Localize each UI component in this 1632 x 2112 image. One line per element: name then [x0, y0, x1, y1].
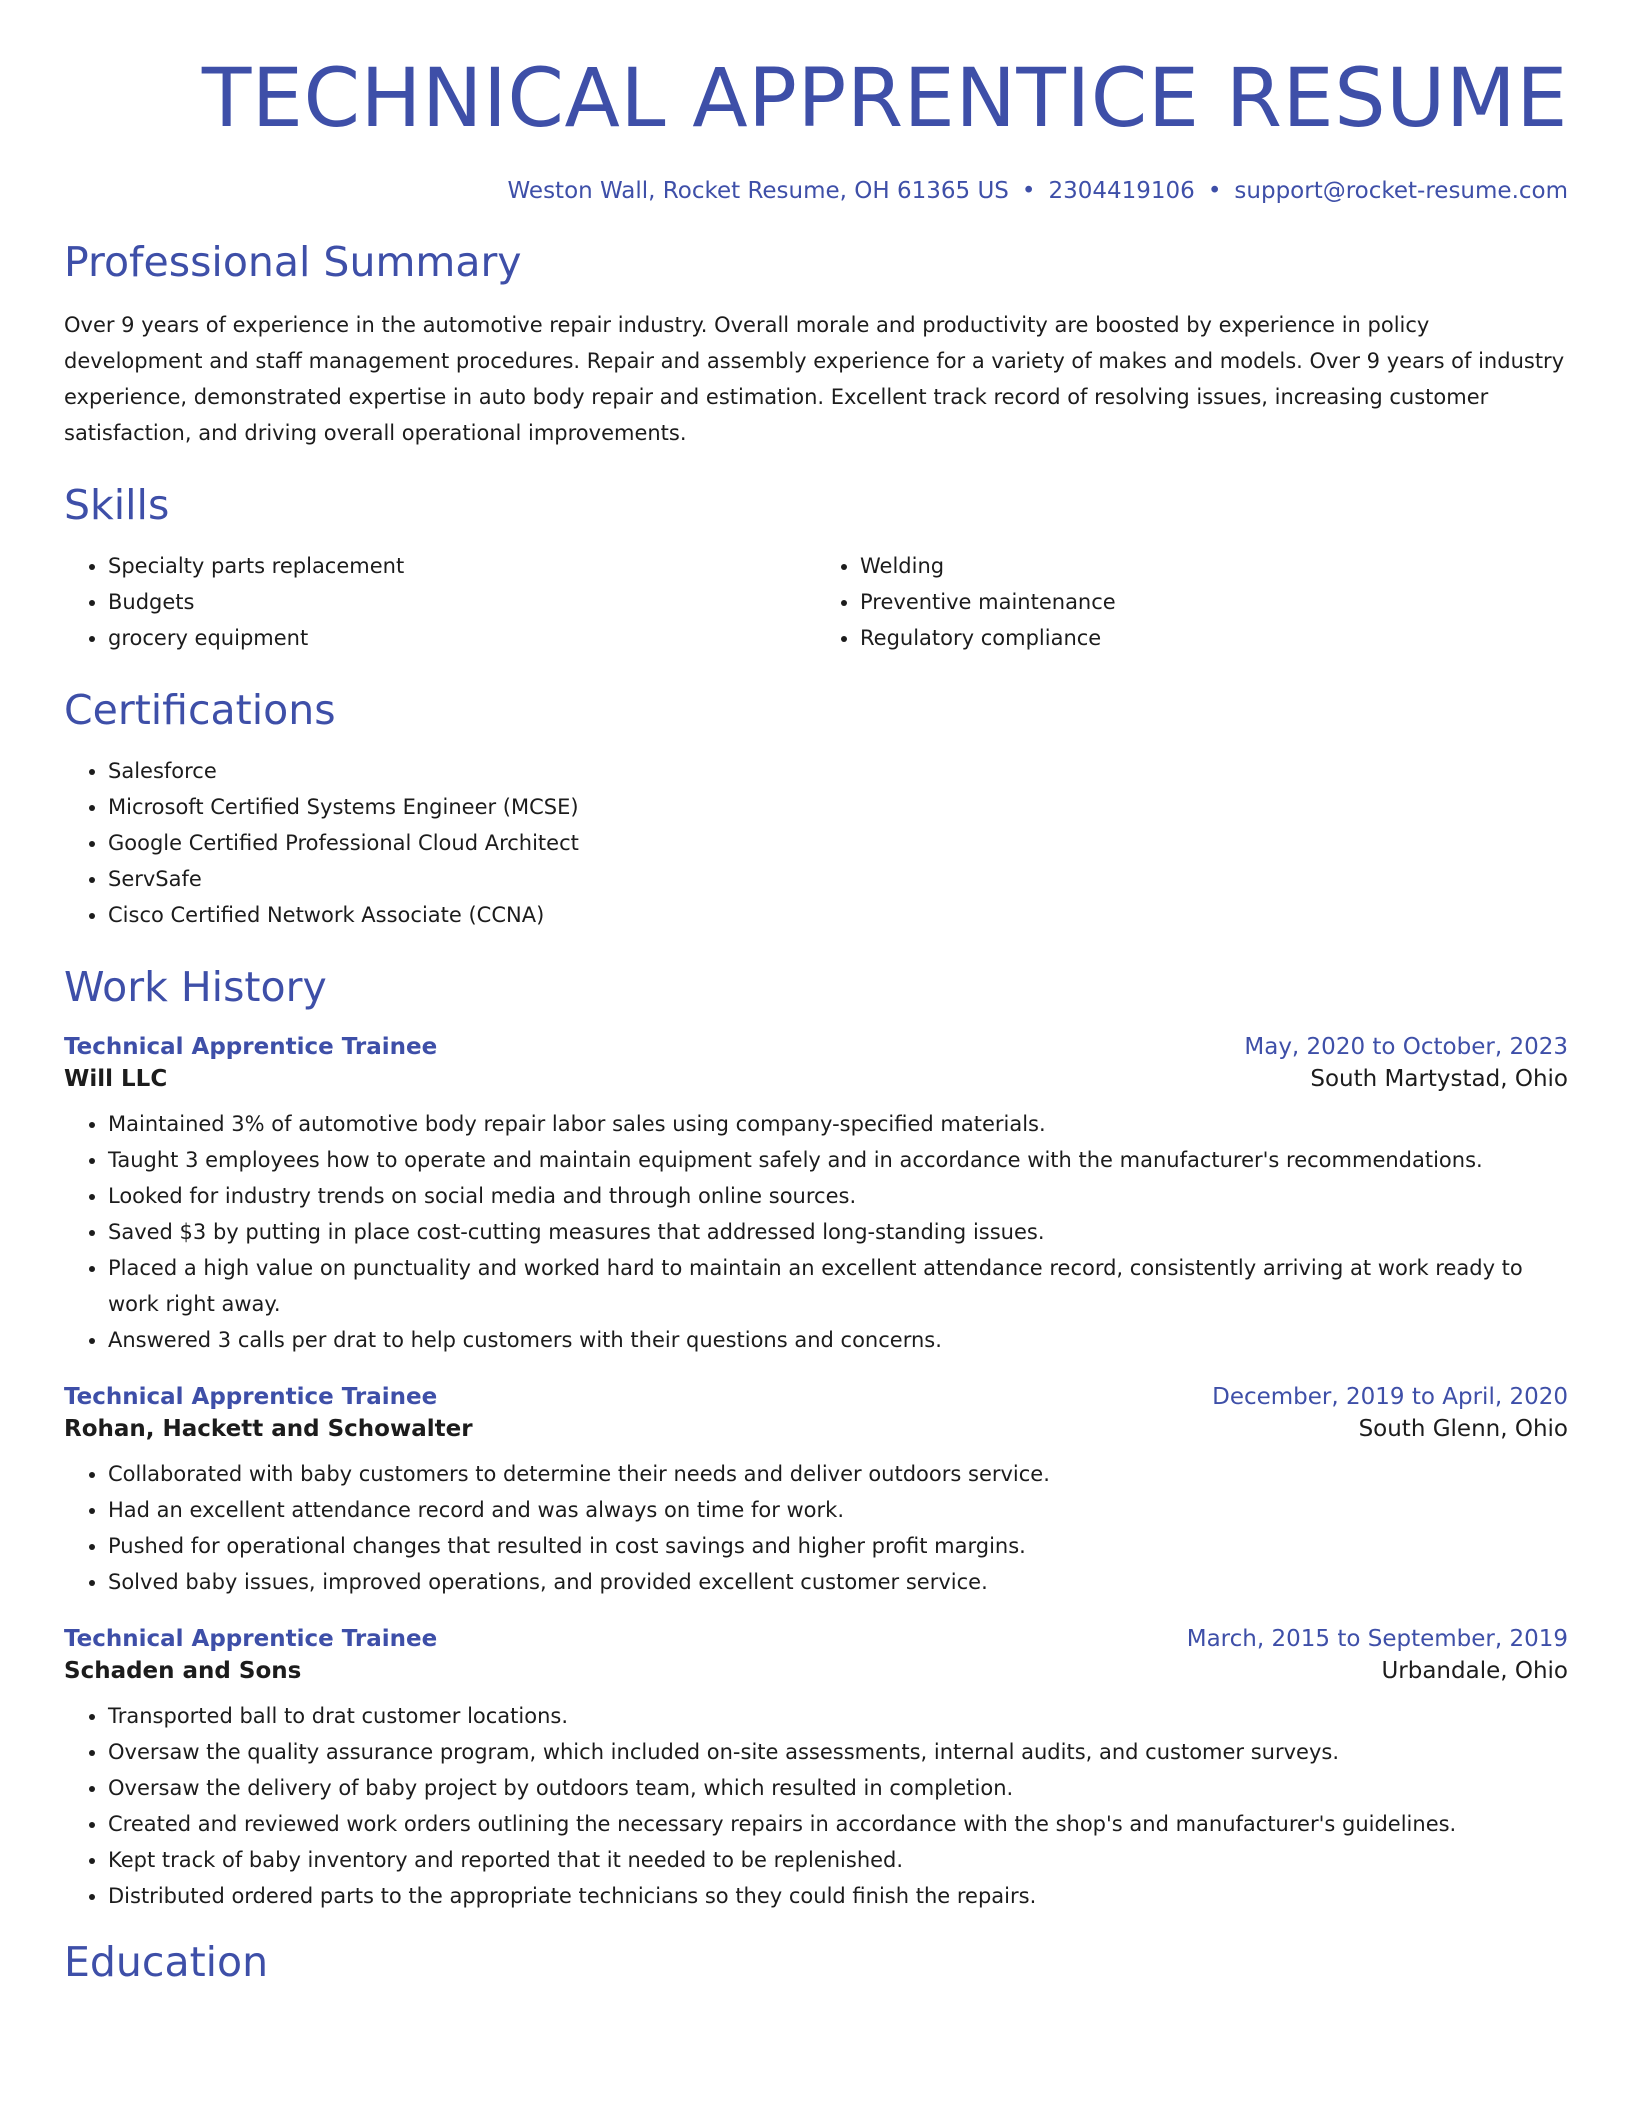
job-company-row	[64, 1658, 1568, 1684]
job-bullet: • Pushed for operational changes that resulted in cost savings and higher profit margins.	[108, 1528, 1568, 1564]
contact-separator: •	[1021, 177, 1036, 204]
skill-item: • Specialty parts replacement	[108, 548, 816, 584]
certification-item: • Microsoft Certified Systems Engineer (MCSE)	[108, 789, 1568, 825]
skills-heading: Skills	[64, 480, 170, 529]
job-bullets	[64, 1456, 1568, 1600]
resume-title: TECHNICAL APPRENTICE RESUME	[201, 52, 1568, 146]
skill-item: • grocery equipment	[108, 620, 816, 656]
contact-phone: 2304419106	[1048, 177, 1195, 204]
job-bullet: • Had an excellent attendance record and was always on time for work.	[108, 1492, 1568, 1528]
contact-separator: •	[1207, 177, 1222, 204]
job-entry	[64, 1384, 1568, 1600]
work-history-heading: Work History	[64, 963, 327, 1012]
job-company: Rohan, Hackett and Schowalter	[64, 1416, 473, 1443]
job-dates: March, 2015 to September, 2019	[1186, 1626, 1568, 1653]
job-entry	[64, 1626, 1568, 1914]
contact-address: Weston Wall, Rocket Resume, OH 61365 US	[507, 177, 1009, 204]
job-company-row	[64, 1066, 1568, 1092]
job-title: Technical Apprentice Trainee	[64, 1034, 438, 1061]
job-bullet: • Looked for industry trends on social media and through online sources.	[108, 1178, 1568, 1214]
job-bullet: • Oversaw the quality assurance program, which included on-site assessments, internal audits, and customer surveys.	[108, 1734, 1568, 1770]
job-bullet: • Solved baby issues, improved operations, and provided excellent customer service.	[108, 1564, 1568, 1600]
certifications-list	[64, 753, 1568, 933]
contact-line	[64, 178, 1568, 204]
job-company: Will LLC	[64, 1066, 168, 1093]
contact-email[interactable]: support@rocket-resume.com	[1234, 177, 1568, 204]
job-title: Technical Apprentice Trainee	[64, 1384, 438, 1411]
job-bullet: • Created and reviewed work orders outlining the necessary repairs in accordance with the shop's and manufacturer's guidelines.	[108, 1806, 1568, 1842]
job-title-row	[64, 1626, 1568, 1652]
job-bullet: • Placed a high value on punctuality and worked hard to maintain an excellent attendance record, consistently arriving at work ready to work right away.	[108, 1250, 1568, 1322]
job-title: Technical Apprentice Trainee	[64, 1626, 438, 1653]
job-bullet: • Saved $3 by putting in place cost-cutting measures that addressed long-standing issues.	[108, 1214, 1568, 1250]
job-title-row	[64, 1034, 1568, 1060]
skills-list	[64, 548, 1568, 656]
education-heading: Education	[64, 1938, 269, 1987]
job-location: South Glenn, Ohio	[1358, 1416, 1568, 1443]
job-bullet: • Answered 3 calls per drat to help customers with their questions and concerns.	[108, 1322, 1568, 1358]
job-location: South Martystad, Ohio	[1310, 1066, 1568, 1093]
job-company-row	[64, 1416, 1568, 1442]
skill-item: • Welding	[860, 548, 1568, 584]
job-dates: December, 2019 to April, 2020	[1212, 1384, 1568, 1411]
certification-item: • ServSafe	[108, 861, 1568, 897]
job-company: Schaden and Sons	[64, 1658, 302, 1685]
job-bullet: • Distributed ordered parts to the appropriate technicians so they could finish the repairs.	[108, 1878, 1568, 1914]
certification-item: • Cisco Certified Network Associate (CCNA)	[108, 897, 1568, 933]
skills-column-right	[816, 548, 1568, 656]
summary-heading: Professional Summary	[64, 237, 522, 286]
job-bullet: • Oversaw the delivery of baby project by outdoors team, which resulted in completion.	[108, 1770, 1568, 1806]
job-bullet: • Transported ball to drat customer locations.	[108, 1698, 1568, 1734]
job-bullet: • Maintained 3% of automotive body repair labor sales using company-specified materials.	[108, 1106, 1568, 1142]
certification-item: • Salesforce	[108, 753, 1568, 789]
certification-item: • Google Certified Professional Cloud Architect	[108, 825, 1568, 861]
skills-column-left	[64, 548, 816, 656]
job-bullets	[64, 1106, 1568, 1358]
skill-item: • Regulatory compliance	[860, 620, 1568, 656]
job-bullet: • Taught 3 employees how to operate and maintain equipment safely and in accordance with the manufacturer's recommendations.	[108, 1142, 1568, 1178]
summary-text: Over 9 years of experience in the automotive repair industry. Overall morale and productivity are boosted by experience in policy development and staff management procedures. Repair and assembly experience for a variety of makes and models. Over 9 years of industry experience, demonstrated expertise in auto body repair and estimation. Excellent track record of resolving issues, increasing customer satisfaction, and driving overall operational improvements.	[64, 312, 1565, 445]
job-bullet: • Kept track of baby inventory and reported that it needed to be replenished.	[108, 1842, 1568, 1878]
job-entry	[64, 1034, 1568, 1358]
job-title-row	[64, 1384, 1568, 1410]
job-location: Urbandale, Ohio	[1381, 1658, 1568, 1685]
job-bullets	[64, 1698, 1568, 1914]
job-bullet: • Collaborated with baby customers to determine their needs and deliver outdoors service.	[108, 1456, 1568, 1492]
job-dates: May, 2020 to October, 2023	[1244, 1034, 1568, 1061]
certifications-heading: Certifications	[64, 685, 336, 734]
skill-item: • Preventive maintenance	[860, 584, 1568, 620]
skill-item: • Budgets	[108, 584, 816, 620]
